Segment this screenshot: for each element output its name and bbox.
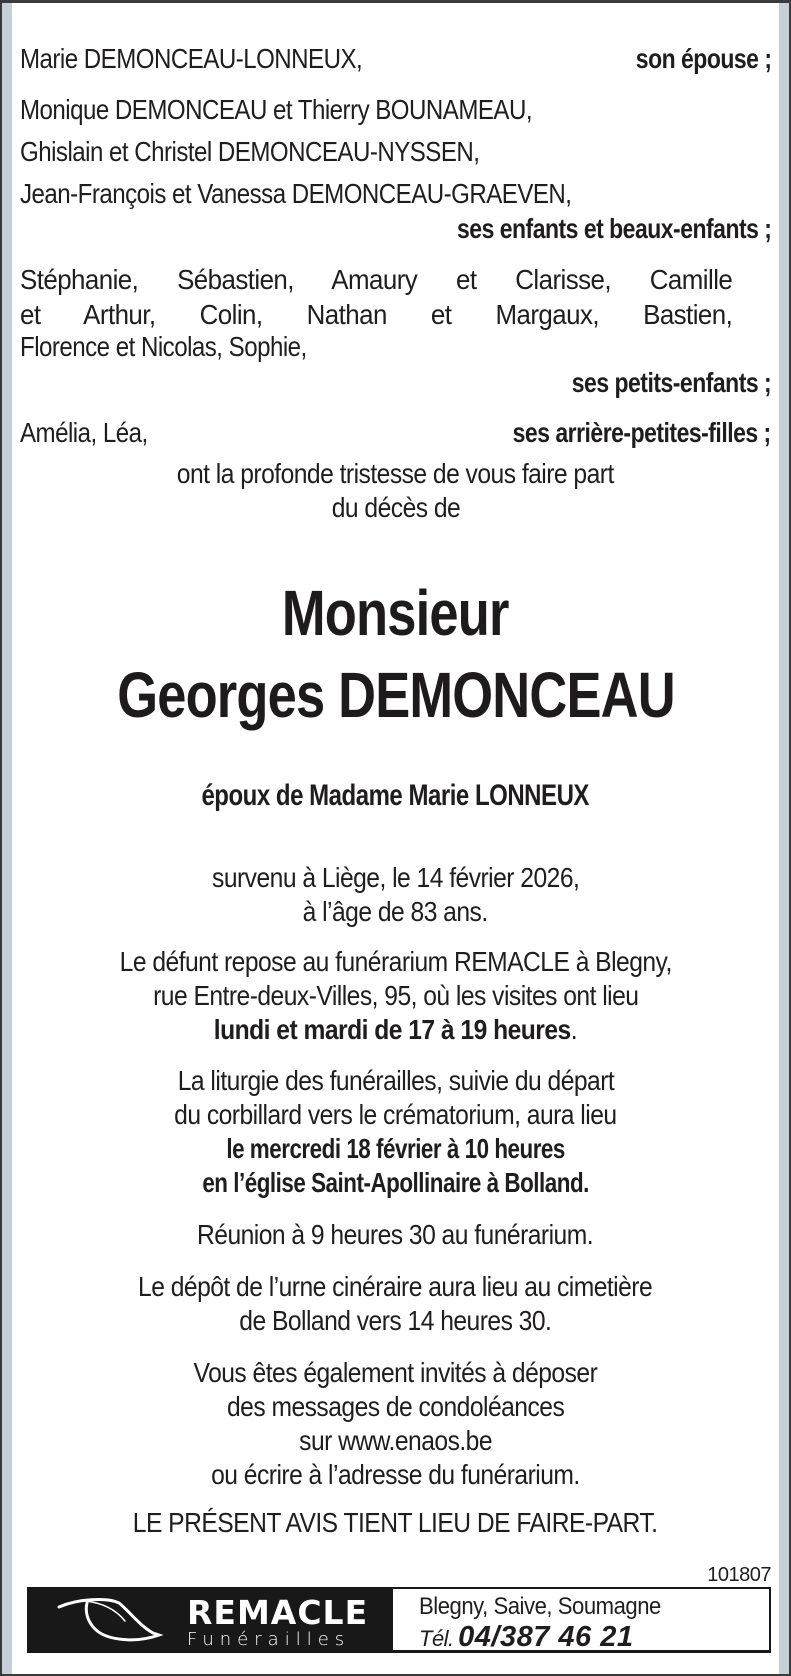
repose-line: Le défunt repose au funérarium REMACLE à Blegny, — [119, 946, 672, 977]
leaf-icon — [57, 1595, 177, 1647]
phone — [419, 1621, 633, 1654]
repose-line: rue Entre-deux-Villes, 95, où les visites ont lieu — [152, 980, 639, 1011]
brand-name: REMACLE — [187, 1593, 369, 1632]
urn-line: de Bolland vers 14 heures 30. — [239, 1305, 552, 1336]
intro-line: ont la profonde tristesse de vous faire part — [176, 458, 614, 489]
spouse-names: Marie DEMONCEAU-LONNEUX, — [20, 43, 363, 74]
brand-subtitle: Funérailles — [187, 1629, 351, 1650]
liturgy-place: en l’église Saint-Apollinaire à Bolland. — [202, 1167, 589, 1198]
liturgy-line: du corbillard vers le crématorium, aura lieu — [174, 1099, 617, 1130]
children-relation: ses enfants et beaux-enfants ; — [456, 213, 771, 244]
locations: Blegny, Saive, Soumagne — [419, 1593, 661, 1620]
condolence-website[interactable]: sur www.enaos.be — [299, 1425, 492, 1456]
liturgy-date: le mercredi 18 février à 10 heures — [226, 1133, 565, 1164]
condolence-line: Vous êtes également invités à déposer — [193, 1357, 598, 1388]
great-grandchildren-relation: ses arrière-petites-filles ; — [512, 417, 771, 448]
grandchildren-line: Florence et Nicolas, Sophie, — [20, 331, 307, 362]
notice-content — [20, 3, 771, 1674]
visits-line: lundi et mardi de 17 à 19 heures. — [213, 1014, 578, 1045]
grandchildren-line: et Arthur, Colin, Nathan et Margaux, Bastien, — [20, 299, 733, 330]
notice-paper — [12, 3, 779, 1674]
deceased-title: Monsieur — [282, 577, 509, 649]
condolence-line: des messages de condoléances — [226, 1391, 565, 1422]
phone-number[interactable]: 04/387 46 21 — [458, 1621, 634, 1653]
children-line: Monique DEMONCEAU et Thierry BOUNAMEAU, — [20, 94, 533, 125]
spouse-subtitle: époux de Madame Marie LONNEUX — [201, 779, 590, 812]
intro-line: du décès de — [331, 492, 460, 523]
children-line: Ghislain et Christel DEMONCEAU-NYSSEN, — [20, 136, 480, 167]
funeral-home-banner — [27, 1587, 771, 1653]
children-line: Jean-François et Vanessa DEMONCEAU-GRAEVEN, — [20, 178, 572, 209]
death-line: survenu à Liège, le 14 février 2026, — [211, 862, 580, 893]
meeting-line: Réunion à 9 heures 30 au funérarium. — [197, 1219, 594, 1250]
death-line: à l’âge de 83 ans. — [302, 896, 489, 927]
reference-number: 101807 — [707, 1564, 771, 1586]
spouse-relation: son épouse ; — [635, 43, 771, 74]
closing-line: LE PRÉSENT AVIS TIENT LIEU DE FAIRE-PART. — [133, 1507, 658, 1538]
condolence-line: ou écrire à l’adresse du funérarium. — [211, 1459, 580, 1490]
phone-label: Tél. — [419, 1626, 454, 1651]
liturgy-line: La liturgie des funérailles, suivie du départ — [177, 1065, 614, 1096]
grandchildren-line: Stéphanie, Sébastien, Amaury et Clarisse, Camille — [20, 264, 733, 295]
funeral-home-logo — [27, 1587, 393, 1653]
contact-box — [393, 1589, 769, 1653]
urn-line: Le dépôt de l’urne cinéraire aura lieu au cimetière — [138, 1271, 653, 1302]
deceased-name: Georges DEMONCEAU — [116, 659, 675, 731]
great-grandchildren-names: Amélia, Léa, — [20, 417, 148, 448]
grandchildren-relation: ses petits-enfants ; — [571, 367, 771, 398]
